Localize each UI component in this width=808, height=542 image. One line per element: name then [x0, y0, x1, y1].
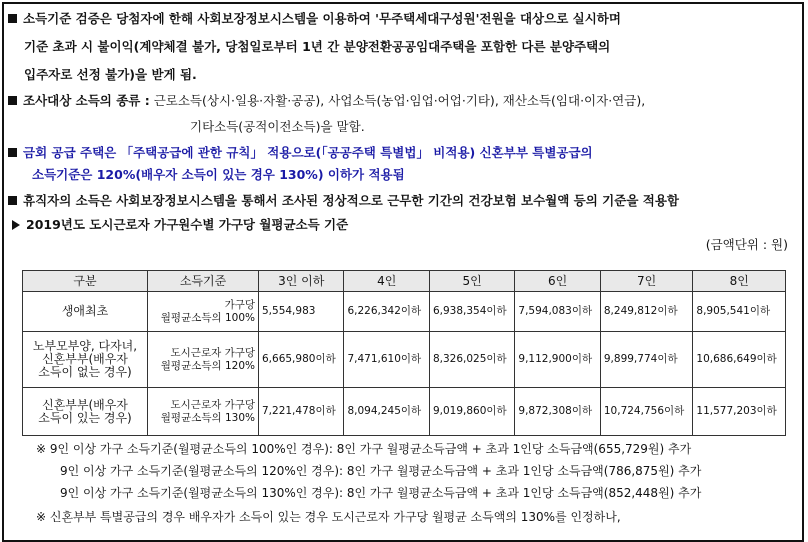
table-cell: 6,226,342이하 — [344, 292, 429, 332]
table-header-cell: 구분 — [23, 271, 148, 292]
table-cell — [148, 388, 259, 436]
para-2-line-2: 기타소득(공적이전소득)을 말함. — [190, 119, 365, 134]
footnote-line-2: 9인 이상 가구 소득기준(월평균소득의 120%인 경우): 8인 가구 월평균소득금액 + 초과 1인당 소득금액(786,875원) 추가 — [60, 464, 702, 478]
table-cell: 9,112,900이하 — [515, 332, 600, 388]
currency-unit: (금액단위 : 원) — [705, 237, 788, 252]
standard-line: 월평균소득의 100% — [160, 311, 255, 324]
table-cell: 9,872,308이하 — [515, 388, 600, 436]
income-table — [22, 270, 786, 436]
table-cell: 7,594,083이하 — [515, 292, 600, 332]
table-cell: 11,577,203이하 — [693, 388, 786, 436]
standard-line: 도시근로자 가구당 — [170, 346, 255, 359]
table-header-cell: 3인 이하 — [259, 271, 344, 292]
table-cell: 8,249,812이하 — [600, 292, 693, 332]
table-cell: 9,899,774이하 — [600, 332, 693, 388]
para-1-line-1: 소득기준 검증은 당첨자에 한해 사회보장정보시스템을 이용하여 '무주택세대구성원'전원을 대상으로 실시하며 — [8, 10, 621, 28]
footnote-line-4: ※ 신혼부부 특별공급의 경우 배우자가 소득이 있는 경우 도시근로자 가구당 월평균 소득액의 130%를 인정하나, — [36, 510, 621, 524]
table-cell — [23, 388, 148, 436]
table-cell: 생애최초 — [23, 292, 148, 332]
triangle-bullet-icon — [12, 220, 20, 230]
bullet-square-icon — [8, 96, 17, 105]
table-header-cell: 7인 — [600, 271, 693, 292]
table-row — [23, 292, 786, 332]
table-cell: 10,724,756이하 — [600, 388, 693, 436]
footnote-line-3: 9인 이상 가구 소득기준(월평균소득의 130%인 경우): 8인 가구 월평균소득금액 + 초과 1인당 소득금액(852,448원) 추가 — [60, 486, 702, 500]
para-4: 휴직자의 소득은 사회보장정보시스템을 통해서 조사된 정상적으로 근무한 기간의 건강보험 보수월액 등의 기준을 적용함 — [8, 192, 679, 210]
para-1-line-3: 입주자로 선정 불가)을 받게 됨. — [24, 67, 197, 82]
table-cell: 6,938,354이하 — [429, 292, 514, 332]
table-header-cell: 6인 — [515, 271, 600, 292]
table-header-cell: 소득기준 — [148, 271, 259, 292]
standard-line: 가구당 — [224, 298, 255, 311]
footnote-line-1: ※ 9인 이상 가구 소득기준(월평균소득의 100%인 경우): 8인 가구 월평균소득금액 + 초과 1인당 소득금액(655,729원) 추가 — [36, 442, 692, 456]
table-header-cell: 4인 — [344, 271, 429, 292]
standard-line: 월평균소득의 130% — [160, 411, 255, 424]
table-cell — [148, 292, 259, 332]
bullet-square-icon — [8, 14, 17, 23]
category-line: 소득이 없는 경우) — [38, 365, 132, 379]
para-2-line-1: 조사대상 소득의 종류 : 근로소득(상시·일용·자활·공공), 사업소득(농업·임업·어업·기타), 재산소득(임대·이자·연금), — [8, 92, 645, 110]
table-header-cell: 5인 — [429, 271, 514, 292]
category-line: 소득이 있는 경우) — [38, 410, 132, 425]
table-cell: 8,326,025이하 — [429, 332, 514, 388]
table-row — [23, 332, 786, 388]
table-heading: 2019년도 도시근로자 가구원수별 가구당 월평균소득 기준 — [8, 216, 348, 234]
table-cell: 6,665,980이하 — [259, 332, 344, 388]
bullet-square-icon — [8, 148, 17, 157]
table-cell: 10,686,649이하 — [693, 332, 786, 388]
standard-line: 도시근로자 가구당 — [170, 398, 255, 411]
category-line: 신혼부부(배우자 — [42, 352, 128, 366]
category-line: 신혼부부(배우자 — [42, 397, 128, 412]
table-cell: 7,221,478이하 — [259, 388, 344, 436]
category-line: 노부모부양, 다자녀, — [32, 339, 138, 353]
table-cell — [148, 332, 259, 388]
para-1-line-2: 기준 초과 시 불이익(계약체결 불가, 당첨일로부터 1년 간 분양전환공공임대주택을 포함한 다른 분양주택의 — [24, 39, 611, 54]
table-cell — [23, 332, 148, 388]
bullet-square-icon — [8, 196, 17, 205]
table-row — [23, 388, 786, 436]
standard-line: 월평균소득의 120% — [160, 359, 255, 372]
table-cell: 5,554,983 — [259, 292, 344, 332]
table-cell: 7,471,610이하 — [344, 332, 429, 388]
table-header-cell: 8인 — [693, 271, 786, 292]
table-cell: 8,905,541이하 — [693, 292, 786, 332]
table-header-row — [23, 271, 786, 292]
para-3-line-1: 금회 공급 주택은 「주택공급에 관한 규칙」 적용으로(「공공주택 특별법」 비적용) 신혼부부 특별공급의 — [8, 144, 593, 162]
table-cell: 8,094,245이하 — [344, 388, 429, 436]
table-cell: 9,019,860이하 — [429, 388, 514, 436]
para-3-line-2: 소득기준은 120%(배우자 소득이 있는 경우 130%) 이하가 적용됨 — [32, 167, 405, 182]
